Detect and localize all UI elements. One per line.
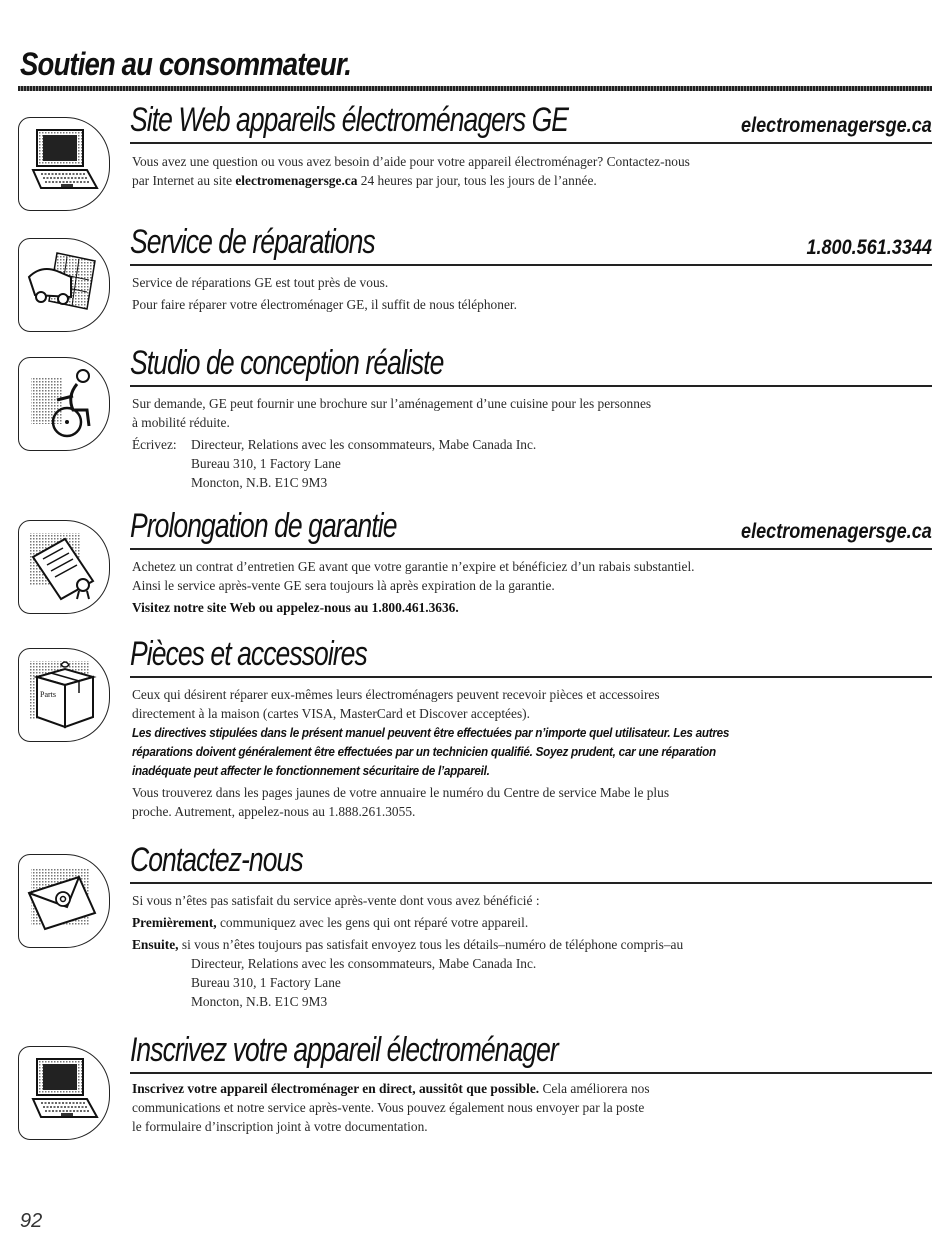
section-header bbox=[130, 506, 932, 550]
section-body bbox=[132, 557, 922, 617]
section-header bbox=[130, 1030, 932, 1074]
first-label: Premièrement, bbox=[132, 915, 217, 930]
section-body bbox=[132, 685, 922, 821]
address-line: Bureau 310, 1 Factory Lane bbox=[191, 456, 341, 471]
text: par Internet au site bbox=[132, 173, 236, 188]
parts-box-icon bbox=[18, 648, 110, 742]
section-title: Prolongation de garantie bbox=[130, 507, 397, 545]
body-line: Si vous n’êtes pas satisfait du service après-vente dont vous avez bénéficié : bbox=[132, 893, 540, 908]
body-line: Ceux qui désirent réparer eux-mêmes leurs électroménagers peuvent recevoir pièces et accessoires bbox=[132, 687, 660, 702]
body-line bbox=[132, 935, 922, 954]
section-body bbox=[132, 1079, 922, 1136]
warning-line: Les directives stipulées dans le présent manuel peuvent être effectuées par n’importe quel utilisateur. Les autres bbox=[132, 725, 730, 740]
section-header bbox=[130, 222, 932, 266]
address-line: Moncton, N.B. E1C 9M3 bbox=[191, 475, 328, 490]
section-rule bbox=[130, 142, 932, 144]
section-rule bbox=[130, 548, 932, 550]
section-header bbox=[130, 343, 932, 387]
body-line bbox=[132, 1079, 922, 1098]
laptop-icon bbox=[18, 1046, 110, 1140]
body-line: communications et notre service après-vente. Vous pouvez également nous envoyer par la poste bbox=[132, 1100, 645, 1115]
section-body bbox=[132, 152, 922, 190]
website-link[interactable]: electromenagersge.ca bbox=[741, 114, 932, 137]
body-line: Sur demande, GE peut fournir une brochure sur l’aménagement d’une cuisine pour les personnes bbox=[132, 396, 652, 411]
section-body bbox=[132, 273, 922, 314]
section-title: Studio de conception réaliste bbox=[130, 344, 444, 382]
address-line: Moncton, N.B. E1C 9M3 bbox=[191, 994, 328, 1009]
section-rule bbox=[130, 264, 932, 266]
section-title: Pièces et accessoires bbox=[130, 635, 367, 673]
section-rule bbox=[130, 882, 932, 884]
body-line: proche. Autrement, appelez-nous au 1.888.261.3055. bbox=[132, 804, 416, 819]
body-line: Ainsi le service après-vente GE sera toujours là après expiration de la garantie. bbox=[132, 578, 555, 593]
wheelchair-icon bbox=[18, 357, 110, 451]
body-line bbox=[132, 913, 922, 932]
write-line bbox=[132, 435, 922, 454]
title-rule bbox=[18, 86, 932, 91]
website-link-inline[interactable]: electromenagersge.ca bbox=[235, 173, 358, 188]
write-label: Écrivez: bbox=[132, 437, 177, 452]
section-title: Service de réparations bbox=[130, 223, 375, 261]
address-line: Bureau 310, 1 Factory Lane bbox=[191, 975, 341, 990]
envelope-icon bbox=[18, 854, 110, 948]
box-label: Parts bbox=[40, 690, 56, 699]
page-number: 92 bbox=[20, 1210, 43, 1232]
section-header bbox=[130, 100, 932, 144]
section-rule bbox=[130, 1072, 932, 1074]
section-title: Inscrivez votre appareil électroménager bbox=[130, 1031, 558, 1069]
body-line: directement à la maison (cartes VISA, MasterCard et Discover acceptées). bbox=[132, 706, 530, 721]
warning-line: inadéquate peut affecter le fonctionnement sécuritaire de l’appareil. bbox=[132, 763, 490, 778]
section-body bbox=[132, 891, 922, 1011]
text: Cela améliorera nos bbox=[539, 1081, 650, 1096]
then-label: Ensuite, bbox=[132, 937, 179, 952]
service-van-icon bbox=[18, 238, 110, 332]
text: communiquez avec les gens qui ont réparé votre appareil. bbox=[216, 915, 529, 930]
body-line: Pour faire réparer votre électroménager GE, il suffit de nous téléphoner. bbox=[132, 297, 517, 312]
section-rule bbox=[130, 676, 932, 678]
section-rule bbox=[130, 385, 932, 387]
safety-warning bbox=[132, 723, 870, 780]
body-line bbox=[132, 171, 922, 190]
body-line: Service de réparations GE est tout près de vous. bbox=[132, 275, 389, 290]
website-link[interactable]: electromenagersge.ca bbox=[741, 520, 932, 543]
address-line: Directeur, Relations avec les consommateurs, Mabe Canada Inc. bbox=[191, 956, 537, 971]
section-header bbox=[130, 840, 932, 884]
contract-icon bbox=[18, 520, 110, 614]
laptop-icon bbox=[18, 117, 110, 211]
section-title: Contactez-nous bbox=[130, 841, 303, 879]
page-title: Soutien au consommateur. bbox=[20, 46, 352, 82]
warning-line: réparations doivent généralement être effectuées par un technicien qualifié. Soyez prudent, car une réparation bbox=[132, 744, 716, 759]
text: si vous n’êtes toujours pas satisfait envoyez tous les détails–numéro de téléphone compris–au bbox=[178, 937, 684, 952]
body-line: le formulaire d’inscription joint à votre documentation. bbox=[132, 1119, 428, 1134]
text: 24 heures par jour, tous les jours de l’année. bbox=[357, 173, 597, 188]
section-title: Site Web appareils électroménagers GE bbox=[130, 101, 569, 139]
body-line: Vous trouverez dans les pages jaunes de votre annuaire le numéro du Centre de service Mabe le plus bbox=[132, 785, 670, 800]
section-header bbox=[130, 634, 932, 678]
body-line: à mobilité réduite. bbox=[132, 415, 230, 430]
address-line: Directeur, Relations avec les consommateurs, Mabe Canada Inc. bbox=[191, 437, 537, 452]
section-body bbox=[132, 394, 922, 492]
phone-number[interactable]: 1.800.561.3344 bbox=[806, 236, 932, 259]
body-line: Visitez notre site Web ou appelez-nous au 1.800.461.3636. bbox=[132, 600, 459, 615]
body-line: Vous avez une question ou vous avez besoin d’aide pour votre appareil électroménager? Contactez-nous bbox=[132, 154, 690, 169]
body-line: Achetez un contrat d’entretien GE avant que votre garantie n’expire et bénéficiez d’un rabais substantiel. bbox=[132, 559, 695, 574]
register-lead: Inscrivez votre appareil électroménager en direct, aussitôt que possible. bbox=[132, 1081, 540, 1096]
